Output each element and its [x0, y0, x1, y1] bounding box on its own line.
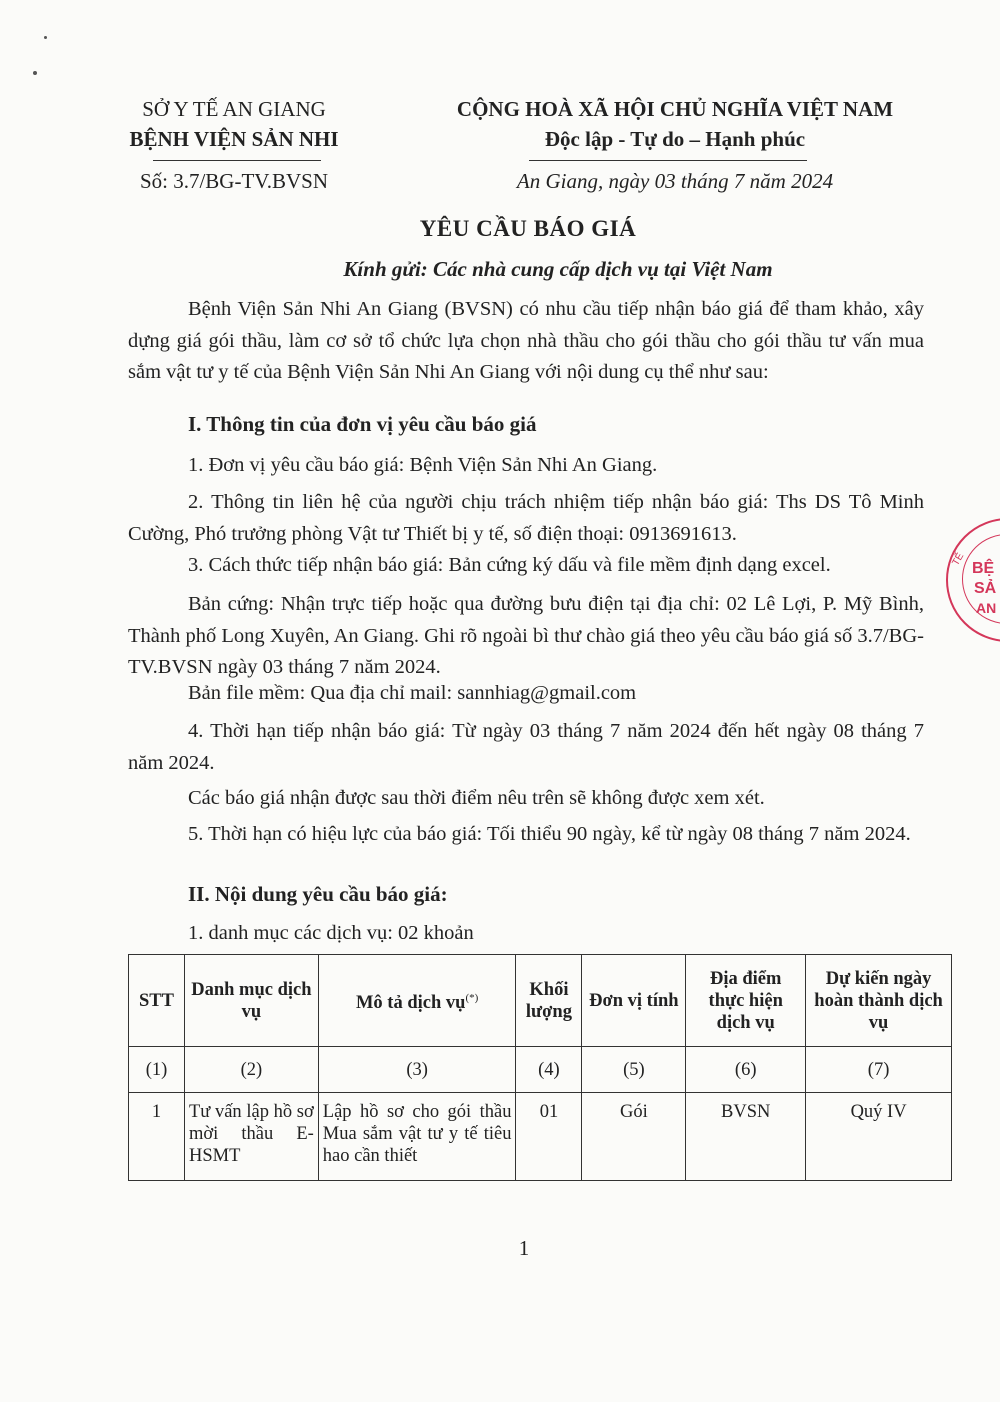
- stamp-text-top: BỆ: [972, 560, 995, 577]
- header-right-rule: [529, 160, 807, 161]
- recipient-line: Kính gửi: Các nhà cung cấp dịch vụ tại Việt Nam: [343, 257, 773, 281]
- hospital-name: BỆNH VIỆN SẢN NHI: [129, 127, 339, 151]
- header-description-text: Mô tả dịch vụ: [355, 993, 466, 1014]
- late-quotation-note: Các báo giá nhận được sau thời điểm nêu trên sẽ không được xem xét.: [188, 787, 765, 809]
- cell-category: Tư vấn lập hồ sơ mời thầu E-HSMT: [184, 1093, 318, 1181]
- header-description: [318, 955, 516, 1047]
- column-number: (3): [318, 1047, 516, 1093]
- header-completion: Dự kiến ngày hoàn thành dịch vụ: [806, 955, 952, 1047]
- header-stt: STT: [129, 955, 185, 1047]
- motto: Độc lập - Tự do – Hạnh phúc: [544, 127, 806, 151]
- stamp-ring-text: TẾ: [950, 551, 967, 568]
- table-numbering-row: [129, 1047, 952, 1093]
- section-1-item-1: 1. Đơn vị yêu cầu báo giá: Bệnh Viện Sản Nhi An Giang.: [188, 454, 658, 476]
- column-number: (1): [129, 1047, 185, 1093]
- soft-copy-instructions: Bản file mềm: Qua địa chỉ mail: sannhiag@gmail.com: [188, 682, 637, 704]
- header-unit: Đơn vị tính: [582, 955, 686, 1047]
- section-1-item-5: 5. Thời hạn có hiệu lực của báo giá: Tối thiểu 90 ngày, kể từ ngày 08 tháng 7 năm 2024.: [188, 823, 911, 845]
- intro-paragraph: Bệnh Viện Sản Nhi An Giang (BVSN) có nhu cầu tiếp nhận báo giá để tham khảo, xây dựng giá gói thầu, làm cơ sở tổ chức lựa chọn nhà thầu cho gói thầu cho gói thầu tư vấn mua sắm vật tư y tế của Bệnh Viện Sản Nhi An Giang với nội dung cụ thể như sau:: [128, 298, 924, 383]
- hospital-stamp: [946, 518, 1000, 642]
- column-number: (6): [686, 1047, 806, 1093]
- column-number: (4): [516, 1047, 582, 1093]
- stamp-text-bottom: AN: [976, 600, 997, 616]
- column-number: (5): [582, 1047, 686, 1093]
- cell-description: Lập hồ sơ cho gói thầu Mua sắm vật tư y tế tiêu hao cần thiết: [318, 1093, 516, 1181]
- header-quantity: Khối lượng: [516, 955, 582, 1047]
- hard-copy-instructions: Bản cứng: Nhận trực tiếp hoặc qua đường bưu điện tại địa chỉ: 02 Lê Lợi, P. Mỹ Bình, Thành phố Long Xuyên, An Giang. Ghi rõ ngoài bì thư chào giá theo yêu cầu báo giá số 3.7/BG-TV.BVSN ngày 03 tháng 7 năm 2024.: [128, 593, 924, 678]
- section-2-heading: II. Nội dung yêu cầu báo giá:: [188, 882, 448, 906]
- cell-completion: Quý IV: [806, 1093, 952, 1181]
- table-header-row: [129, 955, 952, 1047]
- date-place: An Giang, ngày 03 tháng 7 năm 2024: [516, 169, 834, 193]
- section-1-item-2: 2. Thông tin liên hệ của người chịu trách nhiệm tiếp nhận báo giá: Ths DS Tô Minh Cường, Phó trưởng phòng Vật tư Thiết bị y tế, số điện thoại: 0913691613.: [128, 491, 924, 545]
- header-category: Danh mục dịch vụ: [184, 955, 318, 1047]
- section-1-item-3: 3. Cách thức tiếp nhận báo giá: Bản cứng ký dấu và file mềm định dạng excel.: [188, 554, 831, 576]
- table-row: [129, 1093, 952, 1181]
- section-1-item-4: 4. Thời hạn tiếp nhận báo giá: Từ ngày 03 tháng 7 năm 2024 đến hết ngày 08 tháng 7 năm 2024.: [128, 720, 924, 774]
- scan-speck: [33, 71, 37, 75]
- scan-speck: [44, 36, 47, 39]
- document-title: YÊU CẦU BÁO GIÁ: [419, 216, 637, 241]
- column-number: (2): [184, 1047, 318, 1093]
- stamp-text-mid: SẢ: [974, 580, 997, 597]
- document-number: Số: 3.7/BG-TV.BVSN: [139, 169, 329, 193]
- header-location: Địa điểm thực hiện dịch vụ: [686, 955, 806, 1047]
- services-table: [128, 954, 952, 1181]
- nation-title: CỘNG HOÀ XÃ HỘI CHỦ NGHĨA VIỆT NAM: [456, 97, 894, 121]
- header-description-footnote: (*): [465, 991, 479, 1004]
- cell-stt: 1: [129, 1093, 185, 1181]
- agency-name: SỞ Y TẾ AN GIANG: [142, 97, 326, 121]
- cell-unit: Gói: [582, 1093, 686, 1181]
- column-number: (7): [806, 1047, 952, 1093]
- page-number: 1: [518, 1236, 530, 1260]
- header-left-rule: [153, 160, 321, 161]
- cell-location: BVSN: [686, 1093, 806, 1181]
- section-2-subheading: 1. danh mục các dịch vụ: 02 khoản: [188, 922, 474, 944]
- section-1-heading: I. Thông tin của đơn vị yêu cầu báo giá: [188, 412, 537, 436]
- cell-quantity: 01: [516, 1093, 582, 1181]
